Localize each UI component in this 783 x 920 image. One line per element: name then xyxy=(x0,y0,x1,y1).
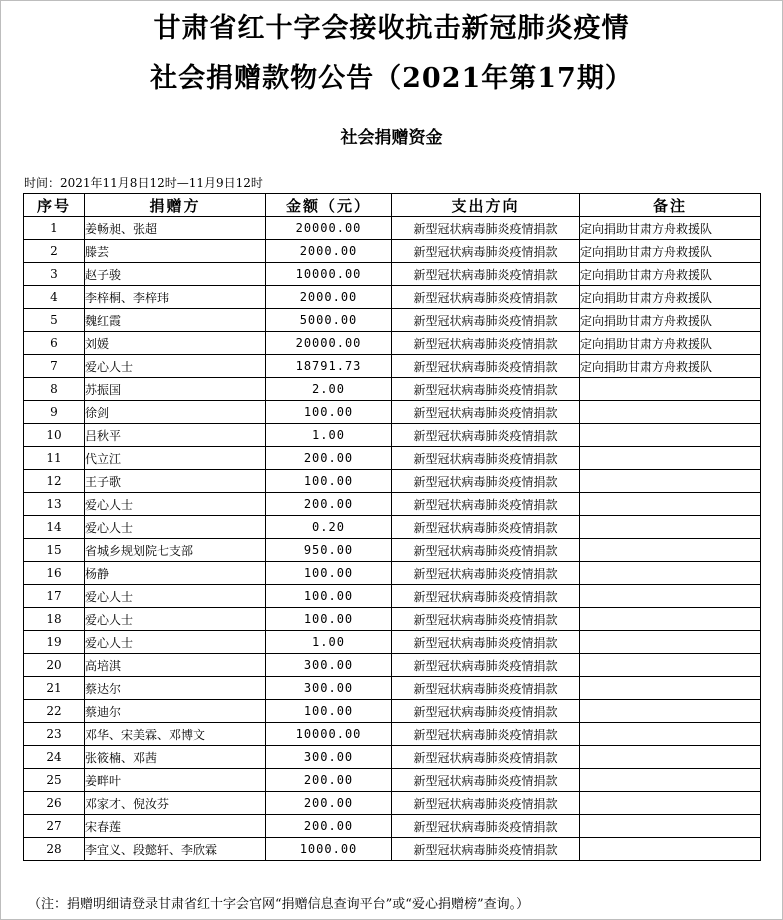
table-header-row xyxy=(24,194,761,217)
cell-purpose: 新型冠状病毒肺炎疫情捐款 xyxy=(392,355,580,378)
header-note: 备注 xyxy=(580,194,761,217)
cell-amount: 300.00 xyxy=(266,677,392,700)
cell-note xyxy=(580,677,761,700)
cell-amount: 0.20 xyxy=(266,516,392,539)
cell-note: 定向捐助甘肃方舟救援队 xyxy=(580,286,761,309)
cell-purpose: 新型冠状病毒肺炎疫情捐款 xyxy=(392,677,580,700)
cell-note xyxy=(580,585,761,608)
table-body xyxy=(24,217,761,861)
cell-purpose: 新型冠状病毒肺炎疫情捐款 xyxy=(392,332,580,355)
cell-amount: 1000.00 xyxy=(266,838,392,861)
cell-note xyxy=(580,838,761,861)
table-row xyxy=(24,631,761,654)
cell-note: 定向捐助甘肃方舟救援队 xyxy=(580,332,761,355)
cell-purpose: 新型冠状病毒肺炎疫情捐款 xyxy=(392,493,580,516)
cell-purpose: 新型冠状病毒肺炎疫情捐款 xyxy=(392,769,580,792)
cell-no: 24 xyxy=(24,746,85,769)
cell-donor: 爱心人士 xyxy=(85,355,266,378)
cell-purpose: 新型冠状病毒肺炎疫情捐款 xyxy=(392,470,580,493)
header-donor: 捐赠方 xyxy=(85,194,266,217)
cell-no: 10 xyxy=(24,424,85,447)
cell-purpose: 新型冠状病毒肺炎疫情捐款 xyxy=(392,723,580,746)
cell-no: 23 xyxy=(24,723,85,746)
cell-amount: 200.00 xyxy=(266,769,392,792)
cell-donor: 爱心人士 xyxy=(85,631,266,654)
cell-donor: 爱心人士 xyxy=(85,585,266,608)
cell-note xyxy=(580,539,761,562)
cell-donor: 滕芸 xyxy=(85,240,266,263)
cell-donor: 姜畅昶、张超 xyxy=(85,217,266,240)
cell-amount: 10000.00 xyxy=(266,723,392,746)
cell-donor: 王子歌 xyxy=(85,470,266,493)
cell-no: 26 xyxy=(24,792,85,815)
table-row xyxy=(24,332,761,355)
cell-donor: 刘媛 xyxy=(85,332,266,355)
cell-note xyxy=(580,493,761,516)
cell-note xyxy=(580,654,761,677)
cell-purpose: 新型冠状病毒肺炎疫情捐款 xyxy=(392,424,580,447)
cell-no: 4 xyxy=(24,286,85,309)
cell-no: 2 xyxy=(24,240,85,263)
cell-purpose: 新型冠状病毒肺炎疫情捐款 xyxy=(392,401,580,424)
cell-amount: 5000.00 xyxy=(266,309,392,332)
cell-donor: 省城乡规划院七支部 xyxy=(85,539,266,562)
cell-amount: 200.00 xyxy=(266,792,392,815)
cell-donor: 魏红霞 xyxy=(85,309,266,332)
cell-amount: 100.00 xyxy=(266,608,392,631)
table-row xyxy=(24,401,761,424)
cell-purpose: 新型冠状病毒肺炎疫情捐款 xyxy=(392,217,580,240)
cell-donor: 蔡迪尔 xyxy=(85,700,266,723)
cell-donor: 徐剑 xyxy=(85,401,266,424)
cell-purpose: 新型冠状病毒肺炎疫情捐款 xyxy=(392,654,580,677)
table-row xyxy=(24,654,761,677)
cell-note xyxy=(580,608,761,631)
cell-no: 15 xyxy=(24,539,85,562)
cell-donor: 代立江 xyxy=(85,447,266,470)
cell-note xyxy=(580,631,761,654)
cell-amount: 1.00 xyxy=(266,424,392,447)
donation-table xyxy=(23,193,761,861)
cell-donor: 李宜义、段懿轩、李欣霖 xyxy=(85,838,266,861)
cell-note xyxy=(580,470,761,493)
table-row xyxy=(24,723,761,746)
cell-no: 16 xyxy=(24,562,85,585)
cell-amount: 100.00 xyxy=(266,401,392,424)
table-row xyxy=(24,286,761,309)
page-title-line2: 社会捐赠款物公告（2021年第17期） xyxy=(150,63,633,94)
cell-note: 定向捐助甘肃方舟救援队 xyxy=(580,240,761,263)
cell-note: 定向捐助甘肃方舟救援队 xyxy=(580,263,761,286)
cell-donor: 邓华、宋美霖、邓博文 xyxy=(85,723,266,746)
table-row xyxy=(24,608,761,631)
cell-amount: 200.00 xyxy=(266,447,392,470)
cell-no: 13 xyxy=(24,493,85,516)
table-row xyxy=(24,217,761,240)
cell-donor: 苏振国 xyxy=(85,378,266,401)
cell-no: 5 xyxy=(24,309,85,332)
cell-purpose: 新型冠状病毒肺炎疫情捐款 xyxy=(392,539,580,562)
cell-donor: 邓家才、倪汝芬 xyxy=(85,792,266,815)
cell-donor: 爱心人士 xyxy=(85,608,266,631)
cell-amount: 2000.00 xyxy=(266,286,392,309)
cell-amount: 300.00 xyxy=(266,654,392,677)
cell-amount: 100.00 xyxy=(266,585,392,608)
cell-purpose: 新型冠状病毒肺炎疫情捐款 xyxy=(392,608,580,631)
cell-no: 7 xyxy=(24,355,85,378)
cell-amount: 100.00 xyxy=(266,700,392,723)
table-row xyxy=(24,424,761,447)
table-row xyxy=(24,838,761,861)
cell-note xyxy=(580,769,761,792)
table-row xyxy=(24,470,761,493)
cell-purpose: 新型冠状病毒肺炎疫情捐款 xyxy=(392,700,580,723)
cell-purpose: 新型冠状病毒肺炎疫情捐款 xyxy=(392,815,580,838)
cell-note: 定向捐助甘肃方舟救援队 xyxy=(580,217,761,240)
cell-no: 28 xyxy=(24,838,85,861)
cell-note xyxy=(580,516,761,539)
cell-purpose: 新型冠状病毒肺炎疫情捐款 xyxy=(392,286,580,309)
cell-donor: 高培淇 xyxy=(85,654,266,677)
cell-donor: 李梓桐、李梓玮 xyxy=(85,286,266,309)
table-row xyxy=(24,240,761,263)
cell-amount: 300.00 xyxy=(266,746,392,769)
cell-note xyxy=(580,378,761,401)
cell-no: 20 xyxy=(24,654,85,677)
cell-purpose: 新型冠状病毒肺炎疫情捐款 xyxy=(392,792,580,815)
cell-donor: 爱心人士 xyxy=(85,493,266,516)
cell-amount: 200.00 xyxy=(266,493,392,516)
cell-no: 11 xyxy=(24,447,85,470)
cell-no: 18 xyxy=(24,608,85,631)
cell-no: 8 xyxy=(24,378,85,401)
cell-donor: 张筱楠、邓茜 xyxy=(85,746,266,769)
cell-purpose: 新型冠状病毒肺炎疫情捐款 xyxy=(392,562,580,585)
cell-donor: 赵子骏 xyxy=(85,263,266,286)
table-row xyxy=(24,447,761,470)
cell-purpose: 新型冠状病毒肺炎疫情捐款 xyxy=(392,746,580,769)
footer-note: （注：捐赠明细请登录甘肃省红十字会官网“捐赠信息查询平台”或“爱心捐赠榜”查询。） xyxy=(28,897,530,912)
cell-no: 25 xyxy=(24,769,85,792)
cell-donor: 宋春莲 xyxy=(85,815,266,838)
cell-purpose: 新型冠状病毒肺炎疫情捐款 xyxy=(392,309,580,332)
table-row xyxy=(24,815,761,838)
table-row xyxy=(24,769,761,792)
cell-amount: 10000.00 xyxy=(266,263,392,286)
cell-no: 6 xyxy=(24,332,85,355)
cell-amount: 18791.73 xyxy=(266,355,392,378)
header-amount: 金额（元） xyxy=(266,194,392,217)
table-row xyxy=(24,746,761,769)
cell-purpose: 新型冠状病毒肺炎疫情捐款 xyxy=(392,838,580,861)
header-purpose: 支出方向 xyxy=(392,194,580,217)
cell-no: 1 xyxy=(24,217,85,240)
time-range: 时间：2021年11月8日12时—11月9日12时 xyxy=(24,176,263,190)
cell-purpose: 新型冠状病毒肺炎疫情捐款 xyxy=(392,378,580,401)
cell-no: 9 xyxy=(24,401,85,424)
cell-amount: 20000.00 xyxy=(266,217,392,240)
cell-no: 3 xyxy=(24,263,85,286)
cell-purpose: 新型冠状病毒肺炎疫情捐款 xyxy=(392,585,580,608)
cell-amount: 2.00 xyxy=(266,378,392,401)
table-row xyxy=(24,378,761,401)
cell-purpose: 新型冠状病毒肺炎疫情捐款 xyxy=(392,240,580,263)
table-row xyxy=(24,263,761,286)
cell-note: 定向捐助甘肃方舟救援队 xyxy=(580,309,761,332)
table-row xyxy=(24,677,761,700)
cell-note xyxy=(580,815,761,838)
cell-amount: 100.00 xyxy=(266,562,392,585)
table-row xyxy=(24,516,761,539)
table-row xyxy=(24,700,761,723)
cell-note: 定向捐助甘肃方舟救援队 xyxy=(580,355,761,378)
page-title-line1: 甘肃省红十字会接收抗击新冠肺炎疫情 xyxy=(153,13,630,44)
cell-donor: 蔡达尔 xyxy=(85,677,266,700)
table-row xyxy=(24,585,761,608)
cell-note xyxy=(580,401,761,424)
cell-amount: 200.00 xyxy=(266,815,392,838)
cell-note xyxy=(580,792,761,815)
cell-amount: 950.00 xyxy=(266,539,392,562)
section-subtitle: 社会捐赠资金 xyxy=(340,128,443,148)
table-row xyxy=(24,562,761,585)
cell-amount: 2000.00 xyxy=(266,240,392,263)
cell-purpose: 新型冠状病毒肺炎疫情捐款 xyxy=(392,516,580,539)
cell-note xyxy=(580,424,761,447)
cell-purpose: 新型冠状病毒肺炎疫情捐款 xyxy=(392,447,580,470)
cell-no: 21 xyxy=(24,677,85,700)
cell-note xyxy=(580,562,761,585)
cell-donor: 爱心人士 xyxy=(85,516,266,539)
cell-donor: 姜畔叶 xyxy=(85,769,266,792)
cell-note xyxy=(580,700,761,723)
cell-no: 12 xyxy=(24,470,85,493)
cell-no: 17 xyxy=(24,585,85,608)
table-row xyxy=(24,792,761,815)
cell-purpose: 新型冠状病毒肺炎疫情捐款 xyxy=(392,631,580,654)
cell-no: 22 xyxy=(24,700,85,723)
cell-amount: 100.00 xyxy=(266,470,392,493)
cell-note xyxy=(580,723,761,746)
cell-note xyxy=(580,447,761,470)
cell-amount: 1.00 xyxy=(266,631,392,654)
cell-no: 19 xyxy=(24,631,85,654)
table-row xyxy=(24,355,761,378)
cell-donor: 杨静 xyxy=(85,562,266,585)
cell-no: 27 xyxy=(24,815,85,838)
table-row xyxy=(24,309,761,332)
cell-donor: 吕秋平 xyxy=(85,424,266,447)
table-row xyxy=(24,539,761,562)
table-row xyxy=(24,493,761,516)
header-no: 序号 xyxy=(24,194,85,217)
cell-no: 14 xyxy=(24,516,85,539)
cell-note xyxy=(580,746,761,769)
cell-purpose: 新型冠状病毒肺炎疫情捐款 xyxy=(392,263,580,286)
cell-amount: 20000.00 xyxy=(266,332,392,355)
